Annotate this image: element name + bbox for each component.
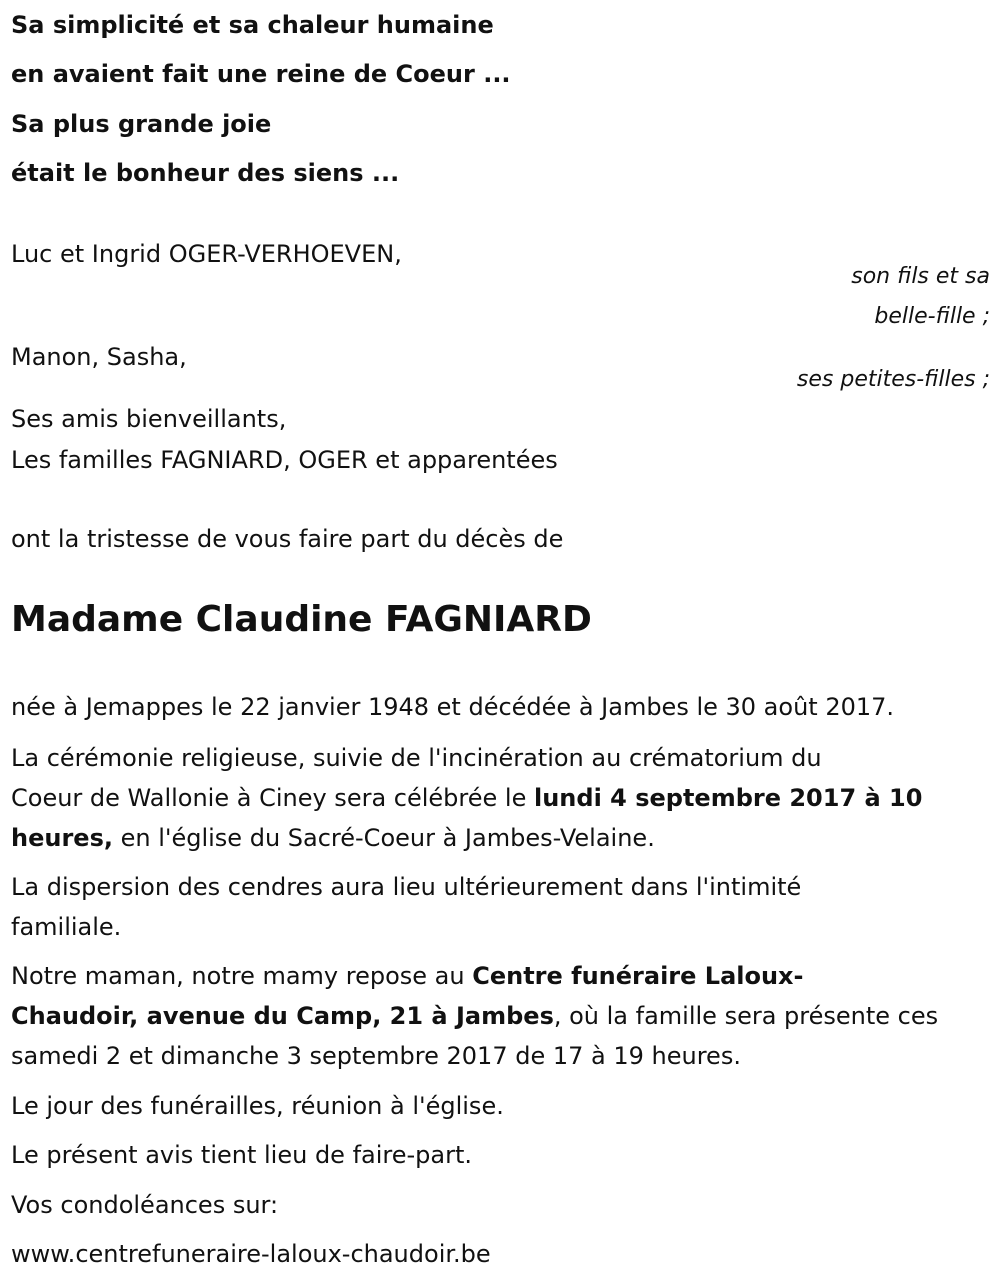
son-relation-line-2: belle-fille ; <box>874 304 990 329</box>
visitation-line-1 <box>11 956 986 996</box>
funeral-day-line: Le jour des funérailles, réunion à l'église. <box>11 1092 504 1120</box>
grandchildren-relation: ses petites-filles ; <box>796 367 990 392</box>
ceremony-location: en l'église du Sacré-Coeur à Jambes-Velaine. <box>112 824 655 852</box>
ceremony-text: Coeur de Wallonie à Ciney sera célébrée le <box>11 784 534 812</box>
epitaph-line-3: Sa plus grande joie <box>11 110 272 138</box>
ceremony-time: heures, <box>11 824 113 852</box>
epitaph-line-4: était le bonheur des siens ... <box>11 159 400 187</box>
son-names: Luc et Ingrid OGER-VERHOEVEN, <box>11 240 402 268</box>
funeral-home-name: Centre funéraire Laloux- <box>472 962 804 990</box>
ceremony-line-1: La cérémonie religieuse, suivie de l'incinération au crématorium du <box>11 744 822 772</box>
condolences-label: Vos condoléances sur: <box>11 1191 279 1219</box>
epitaph-line-1: Sa simplicité et sa chaleur humaine <box>11 11 494 39</box>
funeral-home-address: Chaudoir, avenue du Camp, 21 à Jambes <box>11 1002 554 1030</box>
visitation-line-2 <box>11 996 986 1036</box>
ashes-line-2: familiale. <box>11 913 122 941</box>
ashes-line-1: La dispersion des cendres aura lieu ultérieurement dans l'intimité <box>11 873 802 901</box>
visitation-text: Notre maman, notre mamy repose au <box>11 962 473 990</box>
epitaph-line-2: en avaient fait une reine de Coeur ... <box>11 60 511 88</box>
friends-line: Ses amis bienveillants, <box>11 405 287 433</box>
ceremony-date: lundi 4 septembre 2017 à 10 <box>533 784 923 812</box>
visitation-line-3: samedi 2 et dimanche 3 septembre 2017 de 17 à 19 heures. <box>11 1042 741 1070</box>
deceased-name: Madame Claudine FAGNIARD <box>11 599 592 640</box>
announcement: ont la tristesse de vous faire part du décès de <box>11 525 564 553</box>
website-link[interactable]: www.centrefuneraire-laloux-chaudoir.be <box>11 1240 491 1268</box>
ceremony-line-2 <box>11 778 986 818</box>
birth-death-line: née à Jemappes le 22 janvier 1948 et décédée à Jambes le 30 août 2017. <box>11 693 895 721</box>
ashes-paragraph <box>11 867 986 947</box>
visitation-presence: , où la famille sera présente ces <box>553 1002 939 1030</box>
families-line: Les familles FAGNIARD, OGER et apparentées <box>11 446 558 474</box>
notice-line: Le présent avis tient lieu de faire-part. <box>11 1141 473 1169</box>
son-relation-line-1: son fils et sa <box>851 264 990 289</box>
visitation-paragraph <box>11 956 986 1076</box>
ceremony-line-3 <box>11 818 986 858</box>
ceremony-paragraph <box>11 738 986 858</box>
grandchildren-names: Manon, Sasha, <box>11 343 187 371</box>
